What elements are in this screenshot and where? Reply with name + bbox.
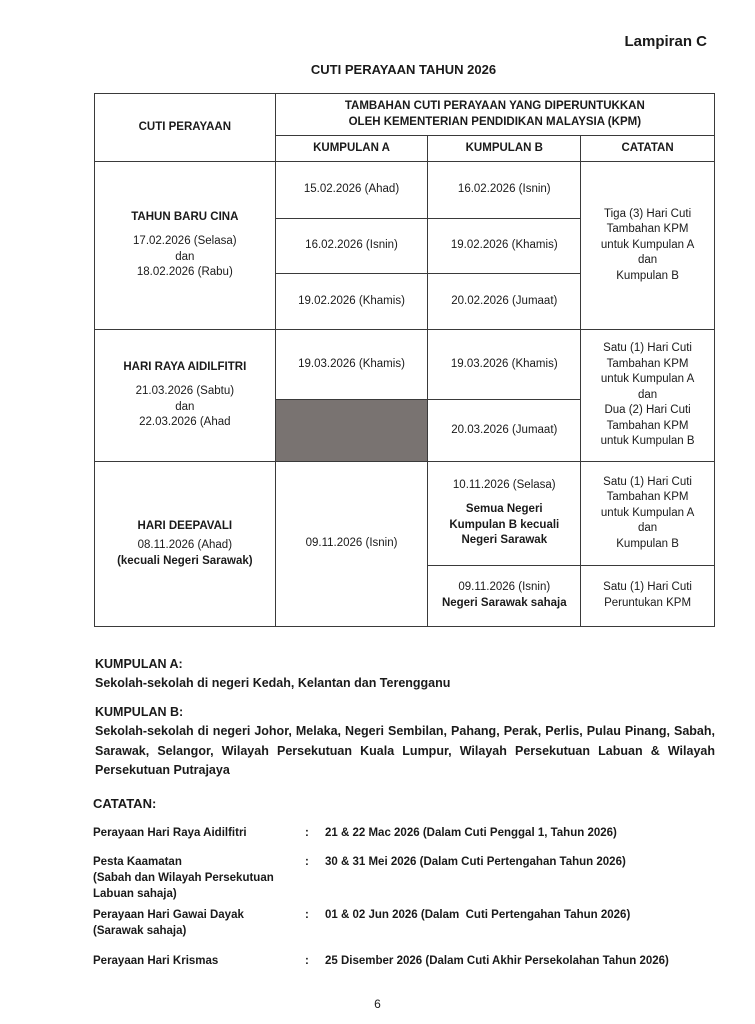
festival-date: 08.11.2026 (Ahad) — [137, 539, 233, 552]
note-line: Satu (1) Hari Cuti — [603, 581, 692, 594]
note-colon: : — [305, 909, 309, 922]
note-label-line: Pesta Kaamatan — [93, 856, 182, 869]
note-line: Tambahan KPM — [606, 223, 689, 236]
group-b-date: 16.02.2026 (Isnin) — [428, 162, 581, 219]
group-b-cell — [428, 462, 581, 566]
note-line: Dua (2) Hari Cuti — [604, 404, 691, 417]
note-label-line: Perayaan Hari Gawai Dayak — [93, 909, 244, 922]
group-a-date: 15.02.2026 (Ahad) — [275, 162, 428, 219]
note-label-line: (Sabah dan Wilayah Persekutuan — [93, 872, 274, 885]
note-line: dan — [637, 254, 658, 267]
group-b-date: 10.11.2026 (Selasa) — [452, 479, 556, 492]
festival-name: TAHUN BARU CINA — [131, 211, 239, 224]
note-value: 01 & 02 Jun 2026 (Dalam Cuti Pertengahan Tahun 2026) — [325, 909, 631, 922]
group-b-section — [95, 703, 715, 781]
note-label — [93, 854, 305, 902]
group-b-date: 19.03.2026 (Khamis) — [428, 330, 581, 400]
note-line: Satu (1) Hari Cuti — [603, 475, 692, 488]
note-label-line: Perayaan Hari Krismas — [93, 954, 219, 967]
note-value: 30 & 31 Mei 2026 (Dalam Cuti Pertengahan Tahun 2026) — [325, 856, 626, 869]
note-line: Peruntukan KPM — [604, 597, 692, 609]
note-item — [93, 825, 733, 841]
scope-line: Kumpulan B kecuali — [449, 518, 560, 531]
note-line: dan — [637, 522, 658, 535]
festival-exception: (kecuali Negeri Sarawak) — [117, 554, 253, 567]
table-row — [95, 162, 715, 219]
group-b-date: 09.11.2026 (Isnin) — [458, 581, 551, 594]
festival-cell-raya — [95, 330, 276, 462]
festival-date: 22.03.2026 (Ahad — [139, 416, 231, 429]
festival-and: dan — [175, 400, 195, 413]
group-a-date: 16.02.2026 (Isnin) — [275, 219, 428, 274]
group-b-date: 20.03.2026 (Jumaat) — [428, 400, 581, 462]
note-line: untuk Kumpulan A — [600, 238, 695, 251]
note-label-line: Perayaan Hari Raya Aidilfitri — [93, 827, 247, 839]
festival-date: 21.03.2026 (Sabtu) — [135, 384, 235, 397]
header-group-a: KUMPULAN A — [275, 136, 428, 162]
festival-date: 18.02.2026 (Rabu) — [136, 266, 233, 279]
group-b-text: Sekolah-sekolah di negeri Johor, Melaka, Negeri Sembilan, Pahang, Perak, Perlis, Pulau Pinang, Sabah, Sarawak, Selangor, Wilayah Persekutuan Kuala Lumpur, Wilayah Persekutuan Labuan & Wilayah Persekutuan Putrajaya — [95, 724, 715, 778]
note-value: 25 Disember 2026 (Dalam Cuti Akhir Persekolahan Tahun 2026) — [325, 954, 669, 967]
group-a-date: 09.11.2026 (Isnin) — [275, 462, 428, 627]
group-a-text: Sekolah-sekolah di negeri Kedah, Kelantan dan Terengganu — [95, 676, 451, 691]
note-colon: : — [305, 856, 309, 869]
note-colon: : — [305, 827, 309, 839]
group-a-date: 19.02.2026 (Khamis) — [275, 274, 428, 330]
note-label-line: (Sarawak sahaja) — [93, 925, 187, 938]
festival-date: 17.02.2026 (Selasa) — [133, 234, 237, 247]
note-line: Kumpulan B — [616, 537, 679, 550]
group-a-section — [95, 655, 450, 694]
holiday-table — [94, 93, 715, 627]
note-line: Tiga (3) Hari Cuti — [604, 207, 692, 220]
note-line: untuk Kumpulan A — [600, 373, 695, 386]
festival-and: dan — [175, 250, 195, 263]
note-label — [93, 953, 305, 969]
notes-section — [93, 796, 733, 982]
table-row — [95, 330, 715, 400]
festival-cell-deepavali — [95, 462, 276, 627]
festival-name: HARI RAYA AIDILFITRI — [123, 361, 247, 374]
festival-name: HARI DEEPAVALI — [137, 519, 233, 532]
page-number: 6 — [374, 997, 381, 1011]
note-value: 21 & 22 Mac 2026 (Dalam Cuti Penggal 1, Tahun 2026) — [325, 827, 617, 839]
festival-cell-cny — [95, 162, 276, 330]
table-row — [95, 462, 715, 566]
note-line: dan — [637, 388, 658, 401]
group-b-title: KUMPULAN B: — [95, 705, 184, 719]
note-line: Tambahan KPM — [606, 491, 689, 504]
header-festival: CUTI PERAYAAN — [95, 94, 276, 162]
note-item — [93, 907, 733, 939]
note-label — [93, 825, 305, 841]
note-cell-deepavali — [581, 462, 715, 566]
note-line: Satu (1) Hari Cuti — [603, 342, 692, 355]
note-line: untuk Kumpulan B — [600, 435, 695, 448]
note-line: Tambahan KPM — [606, 357, 689, 370]
notes-title: CATATAN: — [93, 796, 157, 811]
note-cell-raya — [581, 330, 715, 462]
header-group-line2: OLEH KEMENTERIAN PENDIDIKAN MALAYSIA (KPM) — [348, 115, 642, 128]
scope-line: Semua Negeri — [465, 502, 543, 515]
shaded-empty-cell — [275, 400, 428, 462]
document-title: CUTI PERAYAAN TAHUN 2026 — [310, 62, 497, 77]
header-notes: CATATAN — [581, 136, 715, 162]
group-b-cell — [428, 566, 581, 627]
note-line: untuk Kumpulan A — [600, 506, 695, 519]
header-group — [275, 94, 714, 136]
note-line: Tambahan KPM — [606, 419, 689, 432]
note-cell-cny — [581, 162, 715, 330]
header-group-b: KUMPULAN B — [428, 136, 581, 162]
annex-label: Lampiran C — [624, 33, 707, 50]
note-colon: : — [305, 954, 309, 967]
note-item — [93, 854, 733, 902]
scope-line: Negeri Sarawak sahaja — [441, 597, 567, 609]
note-label-line: Labuan sahaja) — [93, 888, 177, 901]
header-group-line1: TAMBAHAN CUTI PERAYAAN YANG DIPERUNTUKKAN — [344, 99, 645, 112]
group-b-date: 19.02.2026 (Khamis) — [428, 219, 581, 274]
note-label — [93, 907, 305, 939]
group-a-title: KUMPULAN A: — [95, 657, 183, 671]
group-b-date: 20.02.2026 (Jumaat) — [428, 274, 581, 330]
scope-line: Negeri Sarawak — [461, 534, 548, 547]
note-line: Kumpulan B — [616, 269, 679, 282]
note-cell-deepavali-sarawak — [581, 566, 715, 627]
note-item — [93, 953, 733, 969]
group-a-date: 19.03.2026 (Khamis) — [275, 330, 428, 400]
